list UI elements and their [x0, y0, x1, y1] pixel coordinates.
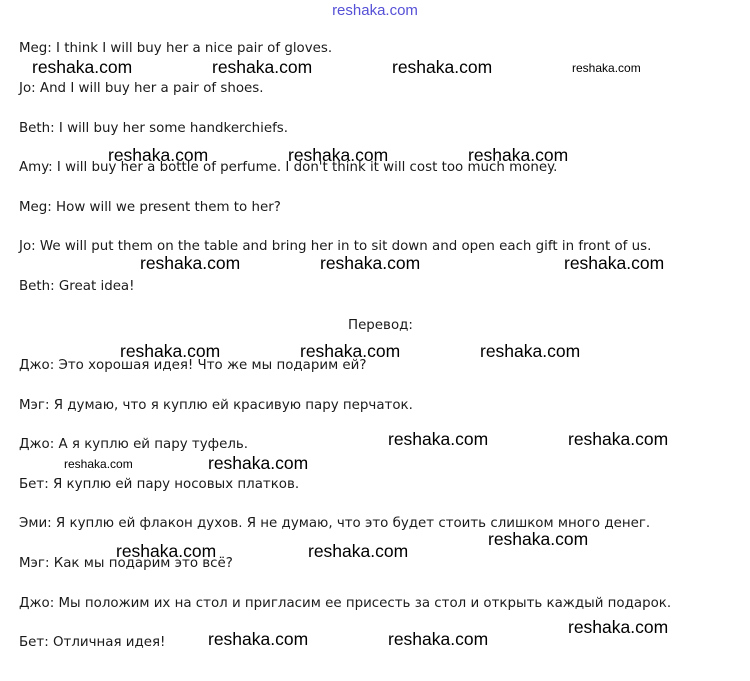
watermark: reshaka.com — [568, 617, 669, 637]
russian-line-7: Джо: Мы положим их на стол и пригласим ее присесть за стол и открыть каждый подарок. — [19, 596, 672, 611]
watermark: reshaka.com — [288, 145, 389, 165]
watermark: reshaka.com — [320, 253, 421, 273]
watermark: reshaka.com — [308, 541, 409, 561]
watermark: reshaka.com — [392, 57, 493, 77]
russian-line-4: Бет: Я куплю ей пару носовых платков. — [19, 477, 300, 492]
watermark: reshaka.com — [32, 57, 133, 77]
watermark: reshaka.com — [564, 253, 665, 273]
watermark: reshaka.com — [208, 629, 309, 649]
english-line-1: Meg: I think I will buy her a nice pair of gloves. — [19, 41, 333, 56]
watermark: reshaka.com — [120, 341, 221, 361]
russian-line-5: Эми: Я куплю ей флакон духов. Я не думаю, что это будет стоить слишком много денег. — [19, 516, 651, 531]
english-line-6: Jo: We will put them on the table and bring her in to sit down and open each gift in front of us. — [19, 239, 652, 254]
watermark: reshaka.com — [568, 429, 669, 449]
russian-line-2: Мэг: Я думаю, что я куплю ей красивую пару перчаток. — [19, 398, 413, 413]
english-line-7: Beth: Great idea! — [19, 279, 135, 294]
russian-line-3: Джо: А я куплю ей пару туфель. — [19, 437, 249, 452]
english-line-5: Meg: How will we present them to her? — [19, 200, 281, 215]
site-title[interactable]: reshaka.com — [332, 2, 418, 19]
watermark: reshaka.com — [300, 341, 401, 361]
watermark: reshaka.com — [480, 341, 581, 361]
watermark: reshaka.com — [108, 145, 209, 165]
watermark: reshaka.com — [488, 529, 589, 549]
russian-line-8: Бет: Отличная идея! — [19, 635, 166, 650]
watermark: reshaka.com — [468, 145, 569, 165]
watermark-small: reshaka.com — [64, 457, 133, 471]
watermark: reshaka.com — [208, 453, 309, 473]
english-line-3: Beth: I will buy her some handkerchiefs. — [19, 121, 289, 136]
watermark: reshaka.com — [116, 541, 217, 561]
watermark-small: reshaka.com — [572, 61, 641, 75]
watermark: reshaka.com — [212, 57, 313, 77]
english-line-2: Jo: And I will buy her a pair of shoes. — [19, 81, 264, 96]
watermark: reshaka.com — [140, 253, 241, 273]
russian-line-1: Джо: Это хорошая идея! Что же мы подарим ей? — [19, 358, 367, 373]
watermark: reshaka.com — [388, 429, 489, 449]
translation-heading: Перевод: — [348, 318, 413, 333]
watermark: reshaka.com — [388, 629, 489, 649]
russian-line-6: Мэг: Как мы подарим это всё? — [19, 556, 233, 571]
english-line-4: Amy: I will buy her a bottle of perfume. I don't think it will cost too much money. — [19, 160, 558, 175]
